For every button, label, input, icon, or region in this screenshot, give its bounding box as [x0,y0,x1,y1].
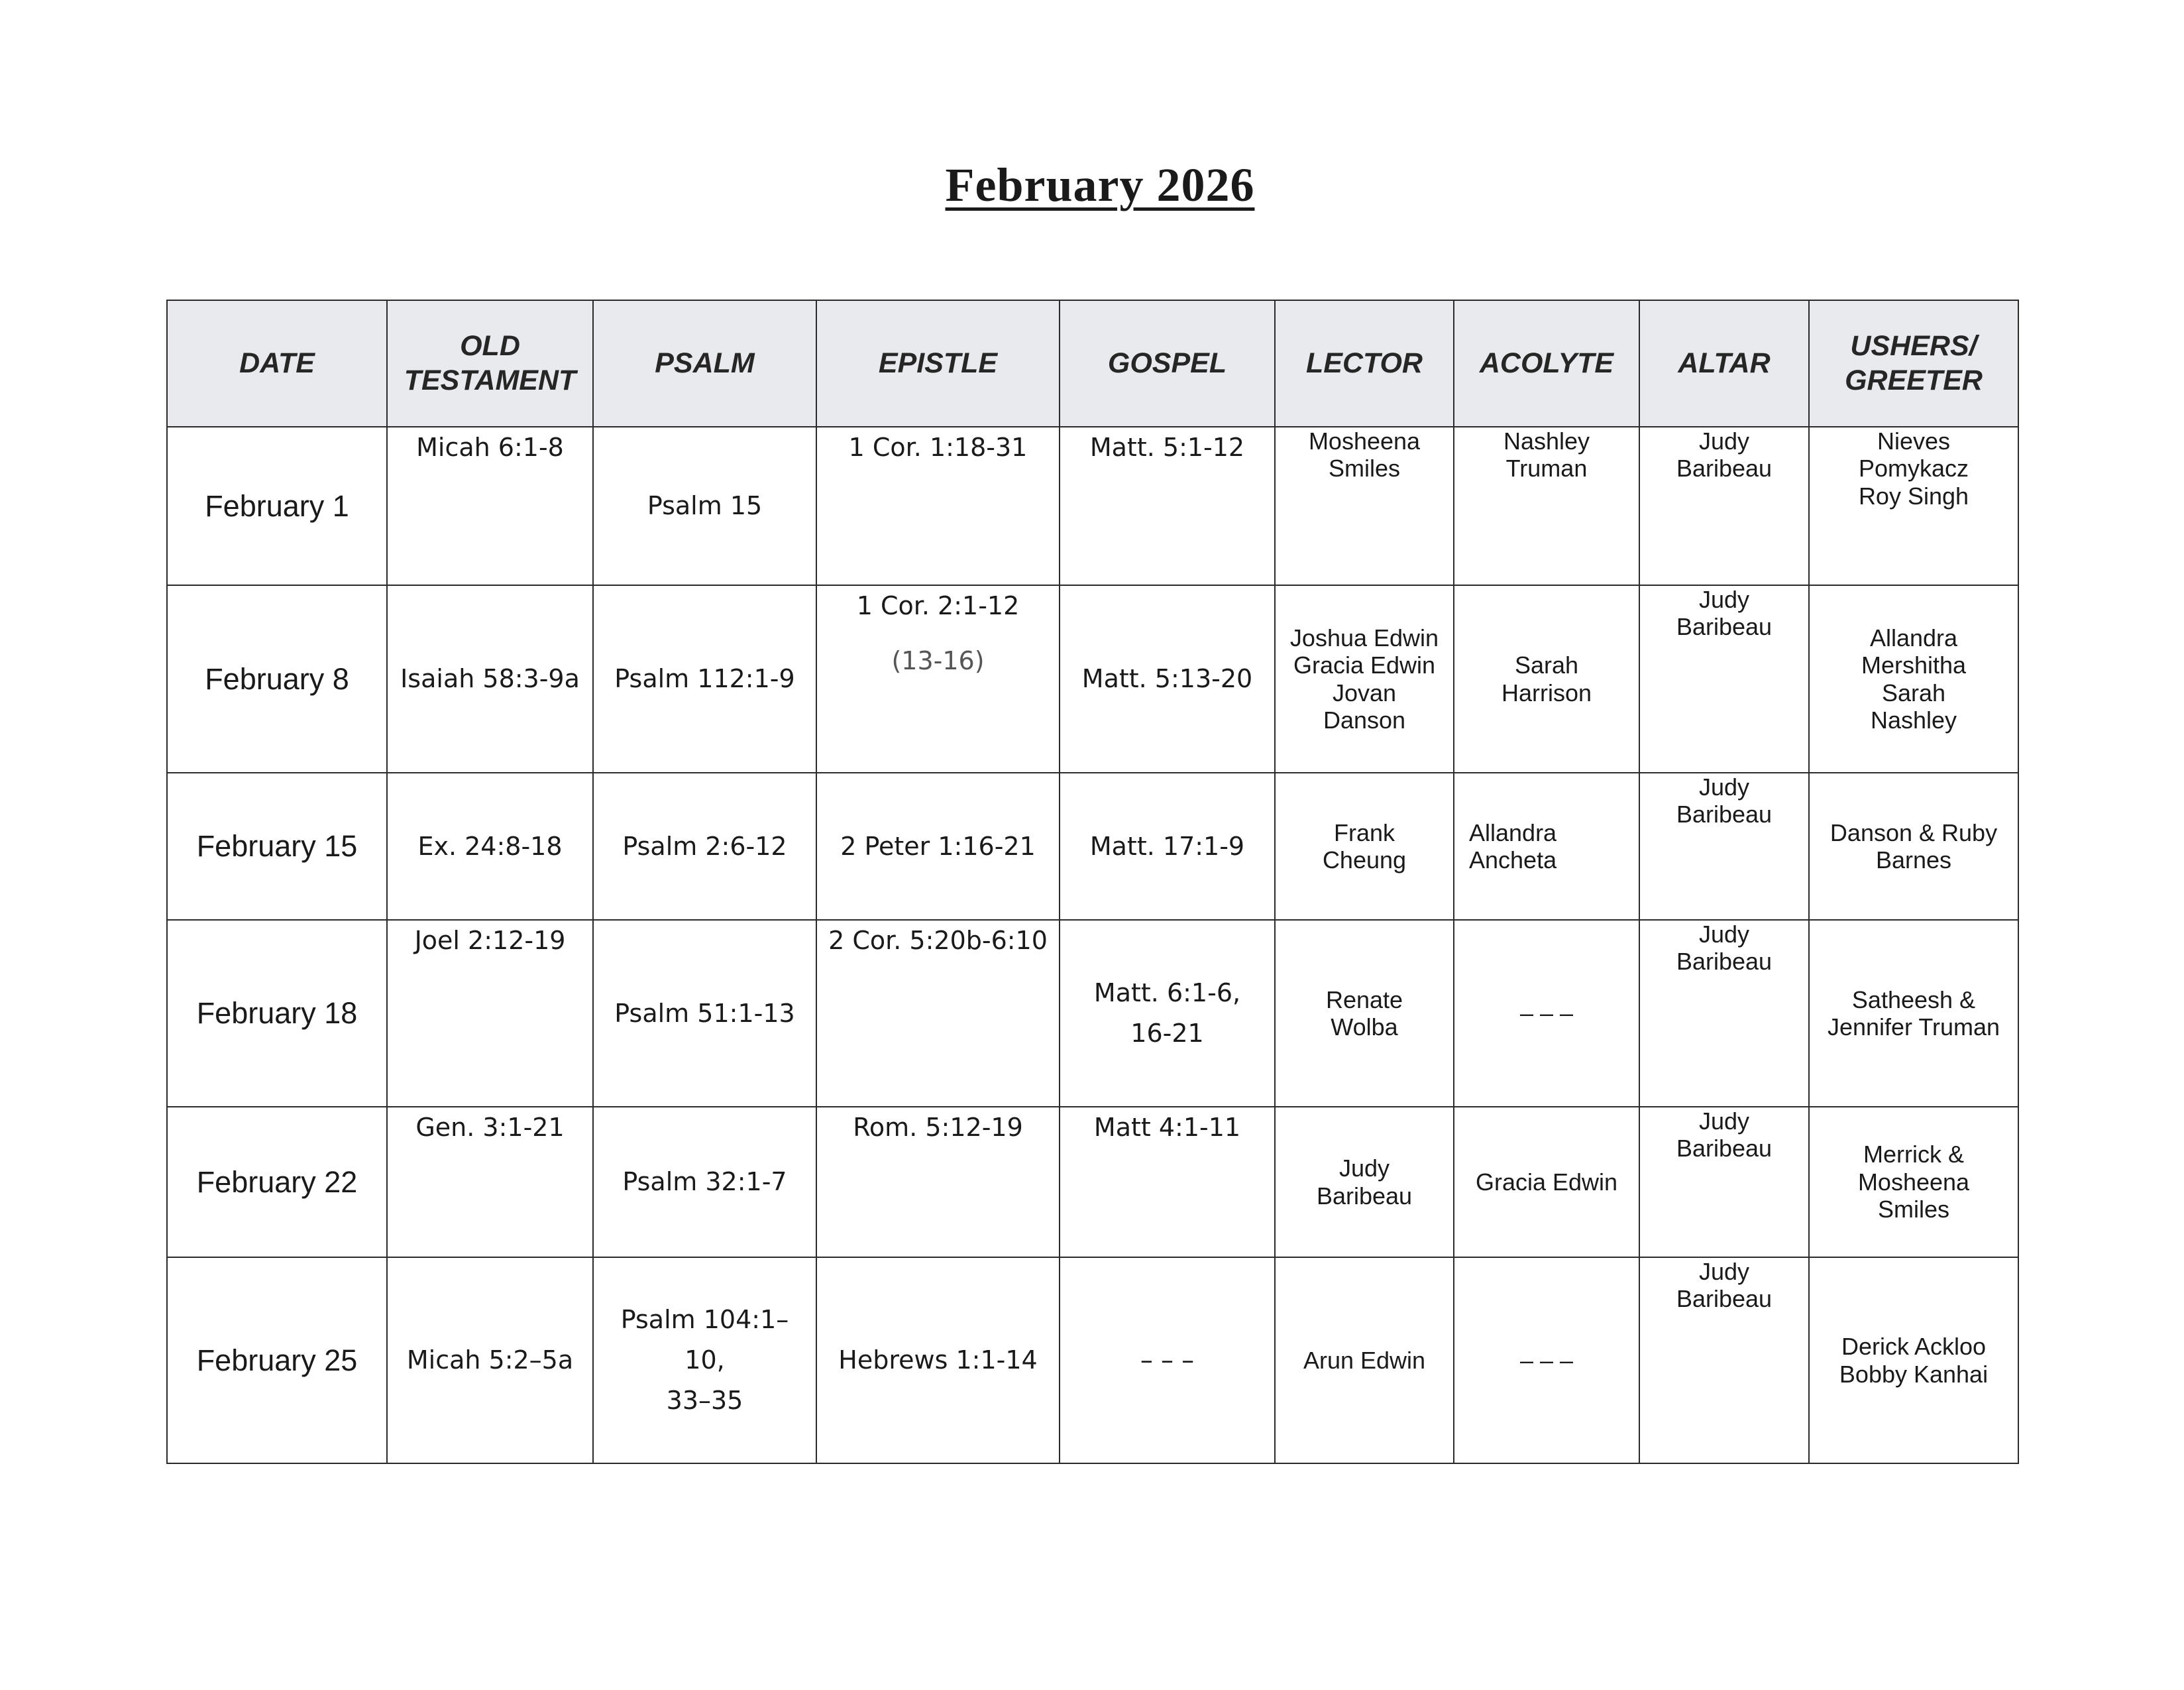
lector-cell: Judy Baribeau [1275,1107,1454,1257]
old-testament-cell: Joel 2:12-19 [387,920,593,1107]
date-cell: February 18 [167,920,387,1107]
psalm-cell: Psalm 104:1–10, 33–35 [593,1257,816,1463]
acolyte-cell: Gracia Edwin [1454,1107,1639,1257]
gospel-cell: Matt. 5:1-12 [1060,427,1275,585]
altar-cell: Judy Baribeau [1639,585,1809,773]
old-testament-cell: Isaiah 58:3-9a [387,585,593,773]
psalm-cell: Psalm 112:1-9 [593,585,816,773]
table-row [167,427,2018,585]
lector-cell: Renate Wolba [1275,920,1454,1107]
altar-cell: Judy Baribeau [1639,1257,1809,1463]
date-cell: February 8 [167,585,387,773]
acolyte-cell: Allandra Ancheta [1454,773,1639,920]
epistle-cell: 1 Cor. 2:1-12 (13-16) [816,585,1060,773]
schedule-table [166,300,2019,1464]
table-row [167,1107,2018,1257]
ushers-cell: Derick Ackloo Bobby Kanhai [1809,1257,2018,1463]
header-psalm: PSALM [593,300,816,427]
gospel-cell: Matt. 17:1-9 [1060,773,1275,920]
epistle-cell: 2 Peter 1:16-21 [816,773,1060,920]
header-altar: ALTAR [1639,300,1809,427]
old-testament-cell: Micah 5:2–5a [387,1257,593,1463]
altar-cell: Judy Baribeau [1639,773,1809,920]
header-ushers-greeter: USHERS/ GREETER [1809,300,2018,427]
gospel-cell: Matt. 6:1-6, 16-21 [1060,920,1275,1107]
table-row [167,585,2018,773]
psalm-cell: Psalm 51:1-13 [593,920,816,1107]
lector-cell: Frank Cheung [1275,773,1454,920]
acolyte-cell: Nashley Truman [1454,427,1639,585]
table-row [167,1257,2018,1463]
ushers-cell: Danson & Ruby Barnes [1809,773,2018,920]
altar-cell: Judy Baribeau [1639,920,1809,1107]
epistle-cell: Rom. 5:12-19 [816,1107,1060,1257]
psalm-cell: Psalm 32:1-7 [593,1107,816,1257]
date-cell: February 15 [167,773,387,920]
ushers-cell: Allandra Mershitha Sarah Nashley [1809,585,2018,773]
psalm-cell: Psalm 2:6-12 [593,773,816,920]
gospel-cell: Matt 4:1-11 [1060,1107,1275,1257]
acolyte-cell: – – – [1454,920,1639,1107]
ushers-cell: Nieves Pomykacz Roy Singh [1809,427,2018,585]
altar-cell: Judy Baribeau [1639,427,1809,585]
epistle-cell: 1 Cor. 1:18-31 [816,427,1060,585]
date-cell: February 1 [167,427,387,585]
psalm-cell: Psalm 15 [593,427,816,585]
header-acolyte: ACOLYTE [1454,300,1639,427]
table-row [167,920,2018,1107]
header-gospel: GOSPEL [1060,300,1275,427]
header-epistle: EPISTLE [816,300,1060,427]
lector-cell: Mosheena Smiles [1275,427,1454,585]
lector-cell: Arun Edwin [1275,1257,1454,1463]
acolyte-cell: Sarah Harrison [1454,585,1639,773]
gospel-cell: Matt. 5:13-20 [1060,585,1275,773]
old-testament-cell: Ex. 24:8-18 [387,773,593,920]
header-row [167,300,2018,427]
date-cell: February 25 [167,1257,387,1463]
header-old-testament: OLD TESTAMENT [387,300,593,427]
acolyte-cell: – – – [1454,1257,1639,1463]
epistle-cell: 2 Cor. 5:20b-6:10 [816,920,1060,1107]
lector-cell: Joshua Edwin Gracia Edwin Jovan Danson [1275,585,1454,773]
altar-cell: Judy Baribeau [1639,1107,1809,1257]
epistle-note: (13-16) [891,646,985,675]
table-row [167,773,2018,920]
header-date: DATE [167,300,387,427]
ushers-cell: Merrick & Mosheena Smiles [1809,1107,2018,1257]
gospel-cell: – – – [1060,1257,1275,1463]
epistle-cell: Hebrews 1:1-14 [816,1257,1060,1463]
page-title: February 2026 [945,158,1255,211]
ushers-cell: Satheesh & Jennifer Truman [1809,920,2018,1107]
date-cell: February 22 [167,1107,387,1257]
old-testament-cell: Micah 6:1-8 [387,427,593,585]
old-testament-cell: Gen. 3:1-21 [387,1107,593,1257]
header-lector: LECTOR [1275,300,1454,427]
